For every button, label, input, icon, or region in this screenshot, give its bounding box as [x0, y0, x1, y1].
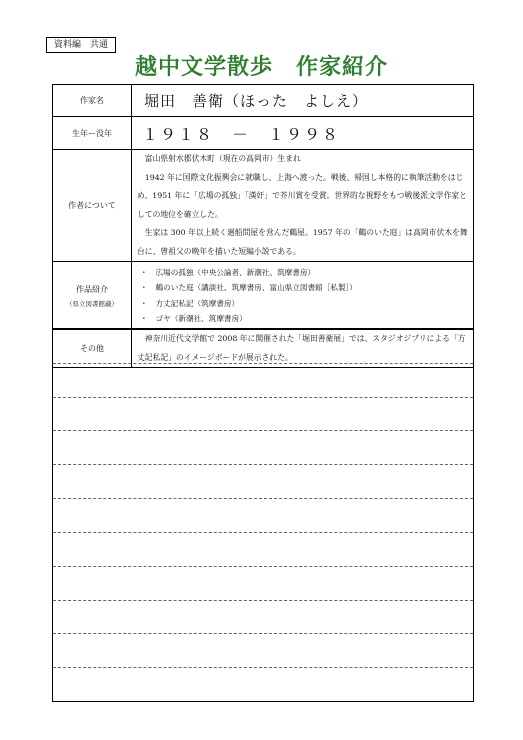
page-title: 越中文学散歩 作家紹介: [134, 55, 388, 80]
notes-area[interactable]: [52, 328, 474, 702]
author-info-table: [52, 84, 474, 368]
author-years: １９１８ － １９９８: [132, 117, 474, 150]
notes-ruled-line: [53, 566, 473, 567]
works-label-main: 作品紹介: [76, 284, 108, 294]
other-text: 神奈川近代文学館で 2008 年に開催された「堀田善衛展」では、スタジオジブリによる「方丈記私記」のイメージボードが展示された。: [137, 334, 466, 362]
notes-ruled-line: [53, 363, 473, 364]
notes-ruled-line: [53, 600, 473, 601]
works-list: [132, 263, 473, 329]
works-label: [53, 262, 132, 330]
list-item: ・ 方丈記私記（筑摩書房）: [140, 296, 473, 312]
notes-ruled-line: [53, 633, 473, 634]
works-row: [53, 262, 474, 330]
notes-ruled-line: [53, 498, 473, 499]
other-label: その他: [53, 330, 132, 368]
works-sublabel: （県立図書館蔵）: [66, 299, 118, 308]
notes-ruled-line: [53, 397, 473, 398]
notes-ruled-line: [53, 430, 473, 431]
notes-ruled-line: [53, 532, 473, 533]
years-label: 生年ー没年: [53, 117, 132, 150]
list-item: ・ ゴヤ（新潮社、筑摩書房）: [140, 311, 473, 327]
list-item: ・ 広場の孤独（中央公論者、新潮社、筑摩書房）: [140, 265, 473, 281]
notes-ruled-line: [53, 667, 473, 668]
about-label: 作者について: [53, 150, 132, 262]
about-paragraph: 1942 年に国際文化振興会に就職し、上海へ渡った。戦後、帰国し本格的に執筆活動をはじめ、1951 年に「広場の孤独」「漢奸」で芥川賞を受賞。世界的な視野をもつ戦後派文学作家としての地位を確立した。: [137, 172, 467, 219]
years-row: [53, 117, 474, 150]
about-text: [132, 150, 474, 262]
document-tag: 資料編 共通: [46, 37, 116, 53]
about-row: [53, 150, 474, 262]
list-item: ・ 鶴のいた庭（講談社、筑摩書房、富山県立図書館［私製］）: [140, 280, 473, 296]
about-paragraph: 富山県射水郡伏木町（現在の高岡市）生まれ: [144, 154, 301, 163]
name-row: [53, 85, 474, 117]
works-list-cell: [132, 262, 474, 330]
notes-ruled-line: [53, 464, 473, 465]
about-paragraph: 生家は 300 年以上続く廻船問屋を営んだ鶴屋。1957 年の「鶴のいた庭」は高岡市伏木を舞台に、曾祖父の晩年を描いた短編小説である。: [137, 228, 468, 256]
name-label: 作家名: [53, 85, 132, 117]
author-name: 堀田 善衛（ほった よしえ）: [132, 85, 474, 117]
